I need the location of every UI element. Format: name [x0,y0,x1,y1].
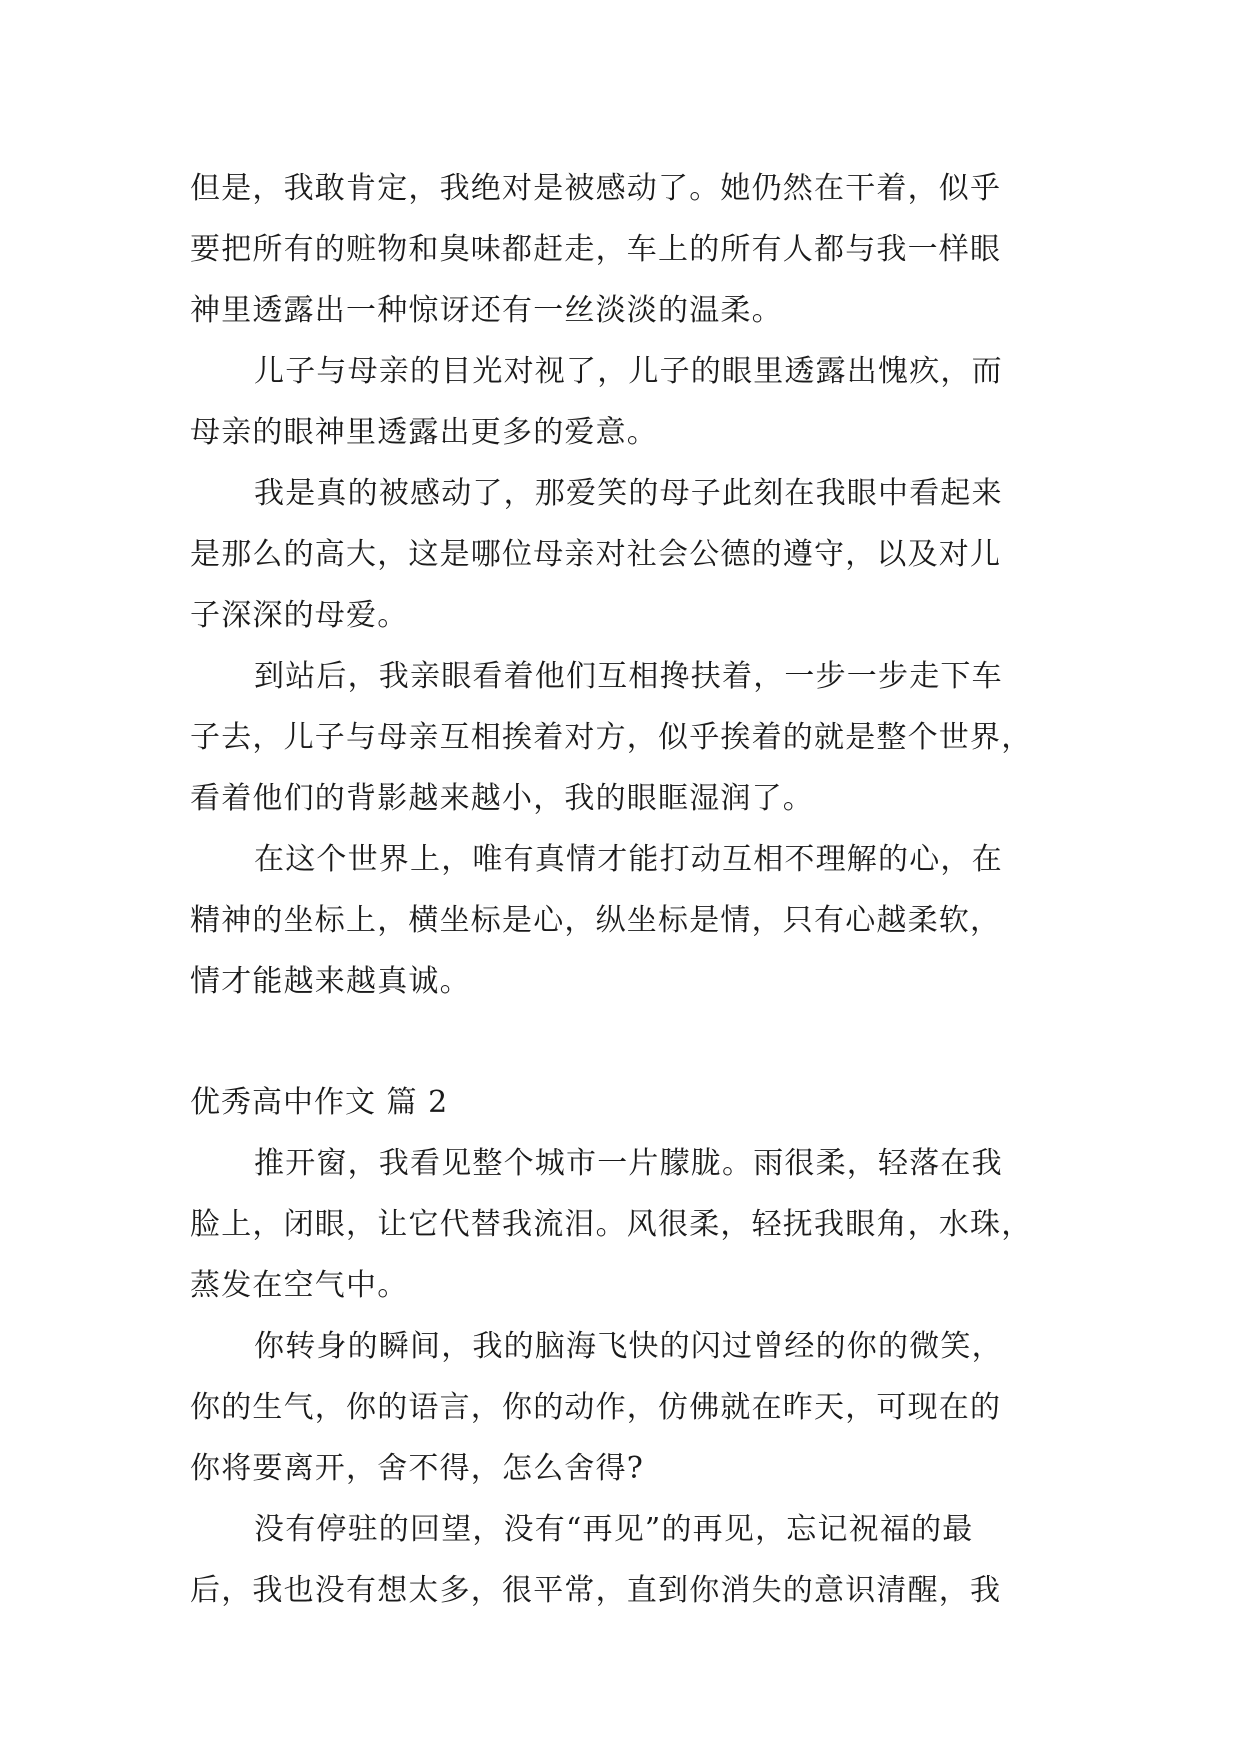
paragraph-line: 你转身的瞬间，我的脑海飞快的闪过曾经的你的微笑， [254,1329,1003,1364]
section-spacer [190,1012,1070,1072]
paragraph-line: 母亲的眼神里透露出更多的爱意。 [190,415,658,450]
paragraph [190,646,1070,829]
paragraph-line: 但是，我敢肯定，我绝对是被感动了。她仍然在干着，似乎 [190,171,1002,206]
paragraph-line: 推开窗，我看见整个城市一片朦胧。雨很柔，轻落在我 [254,1146,1003,1181]
paragraph [190,1499,1070,1621]
section-title: 优秀高中作文 篇 2 [190,1085,449,1120]
paragraph-line: 没有停驻的回望，没有“再见”的再见，忘记祝福的最 [254,1512,974,1547]
paragraph-line: 你的生气，你的语言，你的动作，仿佛就在昨天，可现在的 [190,1390,1002,1425]
paragraph-line: 后，我也没有想太多，很平常，直到你消失的意识清醒，我 [190,1573,1002,1608]
paragraph [190,341,1070,463]
paragraph [190,1316,1070,1499]
paragraph-line: 在这个世界上，唯有真情才能打动互相不理解的心，在 [254,842,1003,877]
paragraph-line: 神里透露出一种惊讶还有一丝淡淡的温柔。 [190,293,783,328]
paragraph-line: 蒸发在空气中。 [190,1268,409,1303]
paragraph-line: 我是真的被感动了，那爱笑的母子此刻在我眼中看起来 [254,476,1003,511]
paragraph-line: 到站后，我亲眼看着他们互相搀扶着，一步一步走下车 [254,659,1003,694]
paragraph-line: 要把所有的赃物和臭味都赶走，车上的所有人都与我一样眼 [190,232,1002,267]
document-body [190,158,1070,1621]
paragraph [190,463,1070,646]
paragraph-line: 子深深的母爱。 [190,598,409,633]
paragraph-line: 脸上，闭眼，让它代替我流泪。风很柔，轻抚我眼角，水珠， [190,1207,1033,1242]
paragraph [190,829,1070,1012]
paragraph [190,158,1070,341]
paragraph-line: 你将要离开，舍不得，怎么舍得? [190,1451,645,1486]
paragraph-line: 情才能越来越真诚。 [190,964,471,999]
paragraph-line: 是那么的高大，这是哪位母亲对社会公德的遵守，以及对儿 [190,537,1002,572]
paragraph-line: 子去，儿子与母亲互相挨着对方，似乎挨着的就是整个世界， [190,720,1033,755]
paragraph-line: 精神的坐标上，横坐标是心，纵坐标是情，只有心越柔软， [190,903,1002,938]
paragraph-line: 看着他们的背影越来越小，我的眼眶湿润了。 [190,781,814,816]
paragraph-line: 儿子与母亲的目光对视了，儿子的眼里透露出愧疚，而 [254,354,1003,389]
paragraph [190,1133,1070,1316]
